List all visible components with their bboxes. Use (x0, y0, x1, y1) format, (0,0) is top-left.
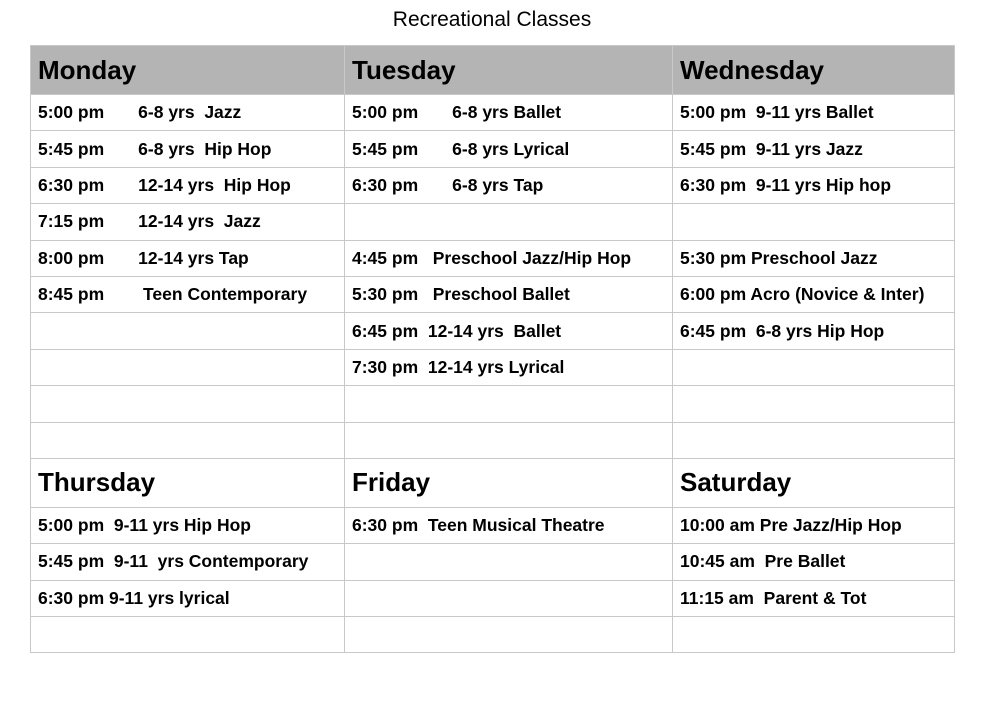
table-row (31, 507, 955, 543)
day-header-monday: Monday (31, 46, 345, 95)
class-cell (31, 349, 345, 385)
page-title: Recreational Classes (392, 8, 592, 31)
class-cell (673, 349, 955, 385)
class-cell: 6:30 pm 12-14 yrs Hip Hop (31, 167, 345, 203)
day-header-row (31, 458, 955, 507)
table-row (31, 580, 955, 616)
class-cell (345, 580, 673, 616)
table-row (31, 617, 955, 653)
class-cell: 8:00 pm 12-14 yrs Tap (31, 240, 345, 276)
day-header-tuesday: Tuesday (345, 46, 673, 95)
class-cell: 5:30 pm Preschool Ballet (345, 276, 673, 312)
class-cell: 5:00 pm 6-8 yrs Ballet (345, 95, 673, 131)
class-cell (345, 617, 673, 653)
class-cell: 10:00 am Pre Jazz/Hip Hop (673, 507, 955, 543)
class-cell: 5:00 pm 9-11 yrs Hip Hop (31, 507, 345, 543)
class-cell: 5:45 pm 9-11 yrs Contemporary (31, 544, 345, 580)
class-cell: 6:00 pm Acro (Novice & Inter) (673, 276, 955, 312)
class-cell: 5:45 pm 6-8 yrs Hip Hop (31, 131, 345, 167)
class-cell: 6:30 pm 9-11 yrs Hip hop (673, 167, 955, 203)
class-cell (345, 204, 673, 240)
class-cell (31, 422, 345, 458)
class-cell: 5:30 pm Preschool Jazz (673, 240, 955, 276)
class-cell (673, 386, 955, 422)
schedule-table (30, 45, 955, 653)
class-cell (673, 422, 955, 458)
table-row (31, 422, 955, 458)
day-header-wednesday: Wednesday (673, 46, 955, 95)
class-cell: 5:00 pm 9-11 yrs Ballet (673, 95, 955, 131)
class-cell: 6:45 pm 12-14 yrs Ballet (345, 313, 673, 349)
day-header-saturday: Saturday (673, 458, 955, 507)
class-cell: 7:30 pm 12-14 yrs Lyrical (345, 349, 673, 385)
class-cell: 4:45 pm Preschool Jazz/Hip Hop (345, 240, 673, 276)
class-cell: 6:30 pm Teen Musical Theatre (345, 507, 673, 543)
class-cell: 5:45 pm 9-11 yrs Jazz (673, 131, 955, 167)
class-cell: 7:15 pm 12-14 yrs Jazz (31, 204, 345, 240)
class-cell: 11:15 am Parent & Tot (673, 580, 955, 616)
table-row (31, 95, 955, 131)
table-row (31, 240, 955, 276)
class-cell (673, 617, 955, 653)
class-cell (345, 544, 673, 580)
class-cell: 6:30 pm 9-11 yrs lyrical (31, 580, 345, 616)
class-cell: 5:45 pm 6-8 yrs Lyrical (345, 131, 673, 167)
class-cell (31, 313, 345, 349)
class-cell (673, 204, 955, 240)
table-row (31, 313, 955, 349)
class-cell: 8:45 pm Teen Contemporary (31, 276, 345, 312)
class-cell: 10:45 am Pre Ballet (673, 544, 955, 580)
class-cell (31, 617, 345, 653)
table-row (31, 167, 955, 203)
day-header-friday: Friday (345, 458, 673, 507)
table-row (31, 204, 955, 240)
table-row (31, 386, 955, 422)
class-cell: 5:00 pm 6-8 yrs Jazz (31, 95, 345, 131)
table-row (31, 544, 955, 580)
day-header-thursday: Thursday (31, 458, 345, 507)
class-cell: 6:45 pm 6-8 yrs Hip Hop (673, 313, 955, 349)
class-cell (31, 386, 345, 422)
class-cell (345, 386, 673, 422)
day-header-row (31, 46, 955, 95)
class-cell (345, 422, 673, 458)
table-row (31, 276, 955, 312)
class-cell: 6:30 pm 6-8 yrs Tap (345, 167, 673, 203)
table-row (31, 131, 955, 167)
table-row (31, 349, 955, 385)
